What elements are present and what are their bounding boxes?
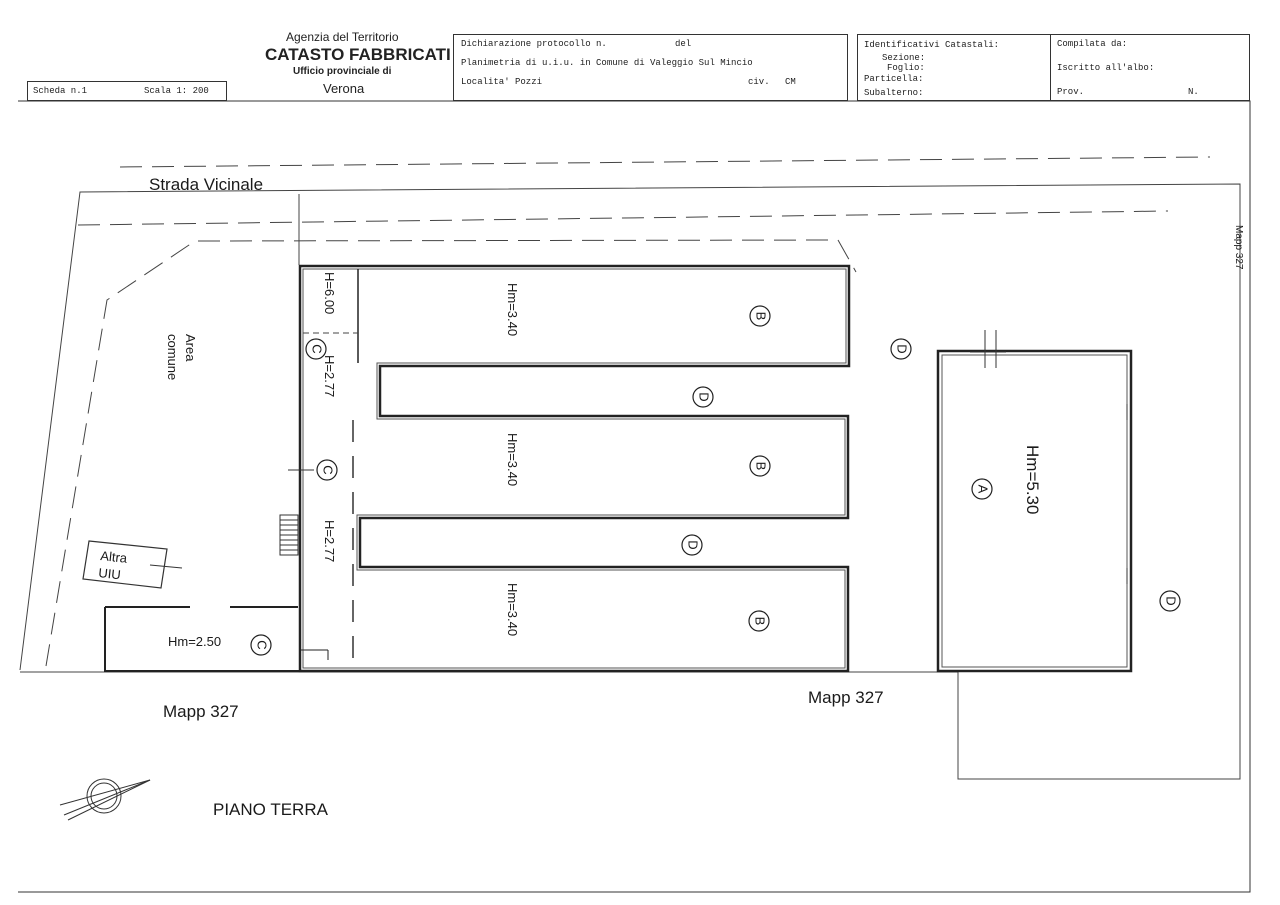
altra-uiu-pointer: [150, 565, 182, 568]
ufficio-label: Ufficio provinciale di: [293, 66, 392, 77]
strada-label: Strada Vicinale: [149, 175, 264, 194]
civ-value: CM: [785, 77, 796, 87]
area-comune-dashed: [46, 240, 856, 666]
svg-text:B: B: [753, 461, 769, 471]
dichiarazione-label: Dichiarazione protocollo n.: [461, 39, 607, 49]
svg-text:C: C: [320, 465, 336, 475]
stair-symbol: [280, 515, 298, 555]
altra-label: Altra: [99, 548, 128, 566]
svg-text:C: C: [309, 344, 325, 354]
hm340-top-label: Hm=3.40: [505, 283, 520, 337]
svg-text:A: A: [975, 484, 991, 494]
svg-text:C: C: [254, 640, 270, 650]
del-label: del: [675, 39, 692, 49]
particella-label: Particella:: [864, 74, 924, 84]
svg-text:D: D: [685, 540, 701, 550]
sezione-label: Sezione:: [882, 53, 926, 63]
north-arrow-icon: [60, 779, 150, 820]
marker-b-mid: [750, 456, 770, 476]
marker-c-mid: [317, 460, 337, 480]
hm340-bot-label: Hm=3.40: [505, 583, 520, 637]
mapp-right-label: Mapp 327: [1233, 225, 1244, 270]
marker-d-right-top: [891, 339, 911, 359]
marker-c-annex: [251, 635, 271, 655]
agency-name: Agenzia del Territorio: [286, 30, 399, 44]
mapp-bottom-left-label: Mapp 327: [163, 702, 239, 721]
comune-label: comune: [165, 334, 180, 381]
provincia-label: Verona: [323, 81, 365, 96]
subalterno-label: Subalterno:: [864, 88, 924, 98]
scheda-label: Scheda n.1: [33, 86, 88, 96]
civ-label: civ.: [748, 77, 770, 87]
prov-label: Prov.: [1057, 87, 1085, 97]
svg-text:B: B: [753, 311, 769, 321]
localita-label: Localita' Pozzi: [461, 77, 543, 87]
marker-a: [972, 479, 992, 499]
marker-d-aisle-2: [682, 535, 702, 555]
foglio-label: Foglio:: [887, 63, 925, 73]
hm340-mid-label: Hm=3.40: [505, 433, 520, 487]
iscritto-label: Iscritto all'albo:: [1057, 63, 1155, 73]
sheet-frame: [18, 101, 1250, 892]
svg-text:D: D: [894, 344, 910, 354]
catasto-title: CATASTO FABBRICATI: [265, 45, 451, 64]
marker-d-aisle-1: [693, 387, 713, 407]
marker-c-top: [306, 339, 326, 359]
compilata-label: Compilata da:: [1057, 39, 1128, 49]
svg-text:D: D: [1163, 596, 1179, 606]
hm530-label: Hm=5.30: [1023, 445, 1042, 515]
h277-mid-label: H=2.77: [322, 520, 337, 563]
piano-terra-label: PIANO TERRA: [213, 800, 328, 819]
uiu-label: UIU: [97, 565, 122, 583]
lot-boundary: [20, 184, 1240, 779]
scala-label: Scala 1: 200: [144, 86, 209, 96]
area-label: Area: [183, 334, 198, 362]
mapp-bottom-mid-label: Mapp 327: [808, 688, 884, 707]
road-edge-bottom: [78, 211, 1168, 225]
svg-text:B: B: [752, 616, 768, 626]
h277-top-label: H=2.77: [322, 355, 337, 398]
marker-d-right-bot: [1160, 591, 1180, 611]
identificativi-label: Identificativi Catastali:: [864, 40, 1000, 50]
building-a-marks: [970, 330, 1127, 584]
svg-text:D: D: [696, 392, 712, 402]
h600-label: H=6.00: [322, 272, 337, 315]
marker-b-top: [750, 306, 770, 326]
road-edge-top: [120, 157, 1210, 167]
hm250-label: Hm=2.50: [168, 634, 222, 649]
n-label: N.: [1188, 87, 1199, 97]
marker-b-bot: [749, 611, 769, 631]
planimetria-label: Planimetria di u.i.u. in Comune di Valeggio Sul Mincio: [461, 58, 753, 68]
